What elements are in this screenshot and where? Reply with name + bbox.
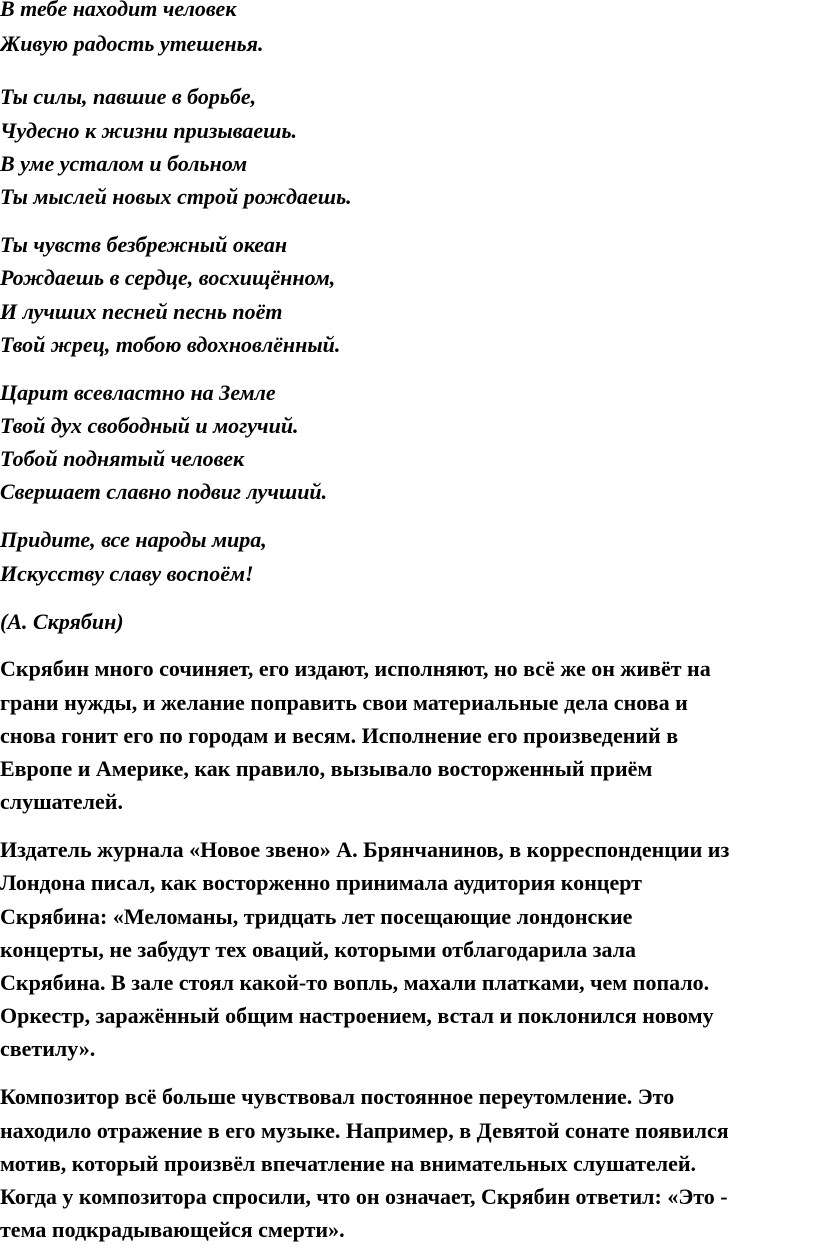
poem-line: Свершает славно подвиг лучший.	[0, 479, 328, 504]
poem-line: Ты силы, павшие в борьбе,	[0, 84, 257, 109]
paragraph-line: Скрябин много сочиняет, его издают, исполняют, но всё же он живёт на	[0, 656, 711, 681]
paragraph-line: мотив, который произвёл впечатление на внимательных слушателей.	[0, 1151, 697, 1176]
paragraph-line: Лондона писал, как восторженно принимала аудитория концерт	[0, 870, 642, 895]
poem-line: Искусству славу воспоём!	[0, 561, 254, 586]
poem-attribution: (А. Скрябин)	[0, 609, 124, 634]
paragraph-line: Когда у композитора спросили, что он означает, Скрябин ответил: «Это -	[0, 1184, 728, 1209]
paragraph-line: Оркестр, заражённый общим настроением, встал и поклонился новому	[0, 1003, 714, 1028]
paragraph-line: Скрябина. В зале стоял какой-то вопль, махали платками, чем попало.	[0, 970, 710, 995]
poem-line: В тебе находит человек	[0, 0, 237, 21]
poem-line: В уме усталом и больном	[0, 151, 248, 176]
paragraph-line: слушателей.	[0, 789, 123, 814]
paragraph-line: Скрябина: «Меломаны, тридцать лет посещающие лондонские	[0, 904, 633, 929]
paragraph-line: снова гонит его по городам и весям. Исполнение его произведений в	[0, 723, 679, 748]
poem-line: Царит всевластно на Земле	[0, 380, 276, 405]
poem-line: Рождаешь в сердце, восхищённом,	[0, 265, 336, 290]
poem-line: Твой дух свободный и могучий.	[0, 413, 299, 438]
paragraph-line: Издатель журнала «Новое звено» А. Брянчанинов, в корреспонденции из	[0, 837, 730, 862]
poem-line: И лучших песней песнь поёт	[0, 299, 283, 324]
paragraph-line: концерты, не забудут тех оваций, которыми отблагодарила зала	[0, 937, 636, 962]
poem-line: Живую радость утешенья.	[0, 31, 264, 56]
paragraph-line: Европе и Америке, как правило, вызывало восторженный приём	[0, 756, 653, 781]
poem-line: Ты чувств безбрежный океан	[0, 232, 288, 257]
poem-line: Чудесно к жизни призываешь.	[0, 118, 298, 143]
paragraph-line: Композитор всё больше чувствовал постоянное переутомление. Это	[0, 1084, 675, 1109]
paragraph-line: грани нужды, и желание поправить свои материальные дела снова и	[0, 690, 688, 715]
poem-line: Ты мыслей новых строй рождаешь.	[0, 184, 352, 209]
paragraph-line: находило отражение в его музыке. Например, в Девятой сонате появился	[0, 1118, 729, 1143]
poem-line: Тобой поднятый человек	[0, 446, 245, 471]
poem-line: Придите, все народы мира,	[0, 527, 267, 552]
paragraph-line: тема подкрадывающейся смерти».	[0, 1217, 345, 1242]
paragraph-line: светилу».	[0, 1036, 96, 1061]
poem-line: Твой жрец, тобою вдохновлённый.	[0, 332, 341, 357]
